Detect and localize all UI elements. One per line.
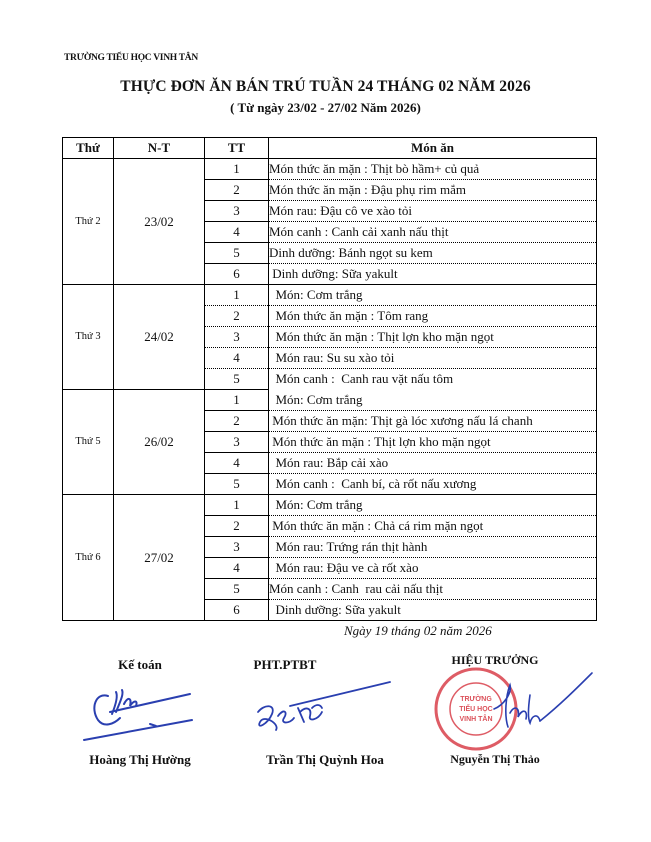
dish-cell: Món rau: Đậu ve cà rốt xào — [269, 558, 597, 579]
dish-cell: Món rau: Đậu cô ve xào tỏi — [269, 201, 597, 222]
date-cell: 27/02 — [114, 495, 205, 621]
dish-cell: Món thức ăn mặn: Thịt gà lóc xương nấu lá chanh — [269, 411, 597, 432]
col-header-day: Thứ — [63, 138, 114, 159]
tt-cell: 6 — [205, 264, 269, 285]
tt-cell: 2 — [205, 180, 269, 201]
signature-role: PHT.PTBT — [253, 657, 317, 672]
school-name: TRƯỜNG TIỂU HỌC VINH TÂN — [64, 53, 198, 63]
tt-cell: 3 — [205, 432, 269, 453]
dish-cell: Món rau: Trứng rán thịt hành — [269, 537, 597, 558]
table-row — [63, 390, 597, 411]
dish-cell: Món rau: Su su xào tỏi — [269, 348, 597, 369]
signer-name: Trần Thị Quỳnh Hoa — [266, 752, 384, 767]
signature-vice-principal-icon — [250, 678, 400, 738]
day-cell: Thứ 6 — [63, 495, 114, 621]
date-cell: 26/02 — [114, 390, 205, 495]
stamp-line: TIỂU HỌC — [459, 706, 493, 713]
signing-date: Ngày 19 tháng 02 năm 2026 — [344, 623, 492, 638]
stamp-line: TRƯỜNG — [460, 696, 492, 703]
signature-accountant-icon — [80, 684, 200, 744]
table-row — [63, 495, 597, 516]
tt-cell: 1 — [205, 495, 269, 516]
document-title: THỰC ĐƠN ĂN BÁN TRÚ TUẦN 24 THÁNG 02 NĂM 2026 — [120, 78, 531, 95]
tt-cell: 4 — [205, 222, 269, 243]
dish-cell: Món canh : Canh cải xanh nấu thịt — [269, 222, 597, 243]
dish-cell: Món: Cơm trắng — [269, 390, 597, 411]
table-header-row — [63, 138, 597, 159]
document-subtitle: ( Từ ngày 23/02 - 27/02 Năm 2026) — [230, 100, 421, 115]
dish-cell: Dinh dưỡng: Bánh ngọt su kem — [269, 243, 597, 264]
dish-cell: Món canh : Canh rau vặt nấu tôm — [269, 369, 597, 390]
tt-cell: 1 — [205, 285, 269, 306]
dish-cell: Món thức ăn mặn : Thịt lợn kho mặn ngọt — [269, 327, 597, 348]
tt-cell: 1 — [205, 159, 269, 180]
col-header-date: N-T — [114, 138, 205, 159]
tt-cell: 5 — [205, 474, 269, 495]
date-cell: 24/02 — [114, 285, 205, 390]
signature-block-principal-name — [430, 752, 560, 767]
table-row — [63, 285, 597, 306]
tt-cell: 2 — [205, 516, 269, 537]
dish-cell: Món thức ăn mặn : Thịt lợn kho mặn ngọt — [269, 432, 597, 453]
signer-name: Hoàng Thị Hường — [89, 752, 191, 767]
tt-cell: 4 — [205, 558, 269, 579]
signature-block-accountant — [90, 657, 190, 673]
tt-cell: 1 — [205, 390, 269, 411]
school-stamp-icon — [430, 665, 600, 755]
tt-cell: 2 — [205, 306, 269, 327]
dish-cell: Món thức ăn mặn : Đậu phụ rim mắm — [269, 180, 597, 201]
date-cell: 23/02 — [114, 159, 205, 285]
signature-block-vice-principal-name — [250, 752, 400, 768]
tt-cell: 3 — [205, 201, 269, 222]
tt-cell: 3 — [205, 537, 269, 558]
col-header-dish: Món ăn — [269, 138, 597, 159]
menu-table — [62, 137, 597, 621]
dish-cell: Món canh : Canh rau cải nấu thịt — [269, 579, 597, 600]
tt-cell: 6 — [205, 600, 269, 621]
dish-cell: Món thức ăn mặn : Chả cá rim mặn ngọt — [269, 516, 597, 537]
day-cell: Thứ 3 — [63, 285, 114, 390]
signature-role: Kế toán — [118, 657, 162, 672]
dish-cell: Dinh dưỡng: Sữa yakult — [269, 264, 597, 285]
dish-cell: Món: Cơm trắng — [269, 495, 597, 516]
signer-name: Nguyễn Thị Thảo — [450, 752, 540, 766]
stamp-line: VINH TÂN — [459, 716, 493, 723]
tt-cell: 5 — [205, 369, 269, 390]
dish-cell: Món canh : Canh bí, cà rốt nấu xương — [269, 474, 597, 495]
signature-block-vice-principal — [240, 657, 330, 673]
tt-cell: 5 — [205, 243, 269, 264]
dish-cell: Dinh dưỡng: Sữa yakult — [269, 600, 597, 621]
tt-cell: 3 — [205, 327, 269, 348]
dish-cell: Món: Cơm trắng — [269, 285, 597, 306]
table-row — [63, 159, 597, 180]
signature-role: HIỆU TRƯỞNG — [451, 653, 539, 667]
tt-cell: 2 — [205, 411, 269, 432]
tt-cell: 4 — [205, 348, 269, 369]
day-cell: Thứ 2 — [63, 159, 114, 285]
day-cell: Thứ 5 — [63, 390, 114, 495]
tt-cell: 4 — [205, 453, 269, 474]
col-header-tt: TT — [205, 138, 269, 159]
signature-block-accountant-name — [70, 752, 210, 768]
dish-cell: Món rau: Bắp cải xào — [269, 453, 597, 474]
tt-cell: 5 — [205, 579, 269, 600]
dish-cell: Món thức ăn mặn : Thịt bò hầm+ củ quả — [269, 159, 597, 180]
dish-cell: Món thức ăn mặn : Tôm rang — [269, 306, 597, 327]
